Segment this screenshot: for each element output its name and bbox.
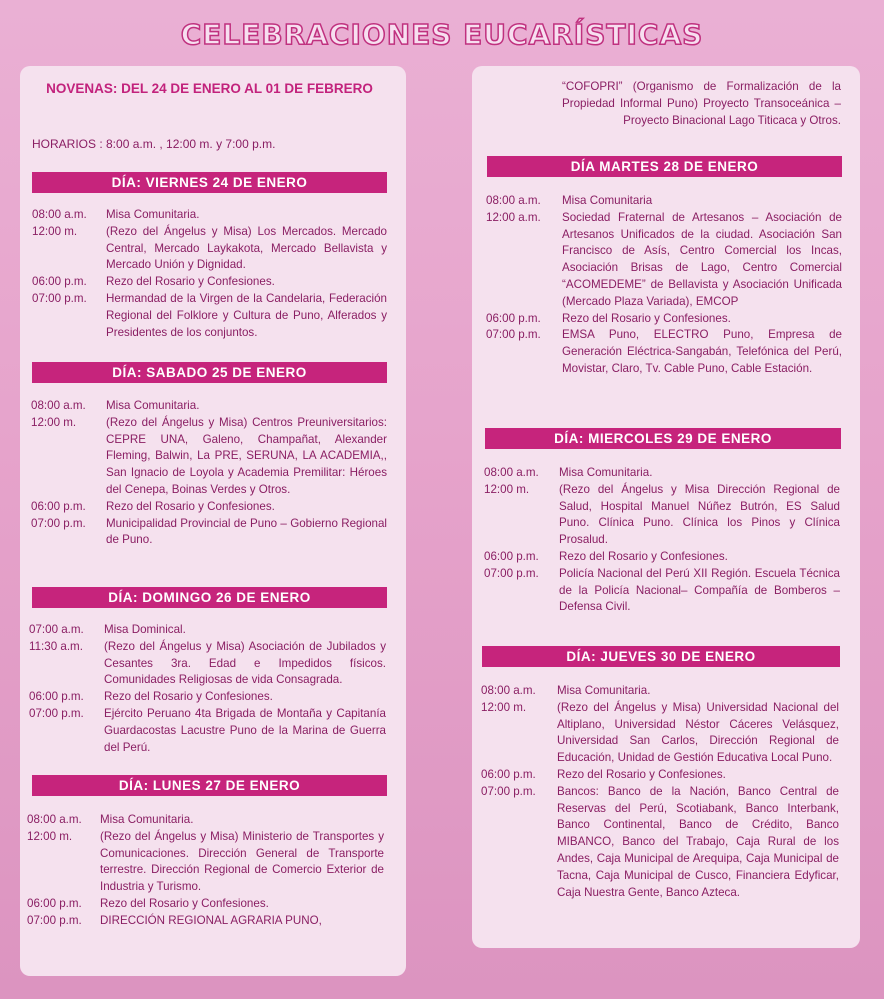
event-row bbox=[29, 639, 386, 689]
event-row bbox=[29, 689, 386, 706]
event-time: 06:00 p.m. bbox=[481, 767, 536, 781]
page-title: CELEBRACIONES EUCARÍSTICAS bbox=[180, 18, 704, 51]
event-time: 08:00 a.m. bbox=[27, 813, 82, 826]
event-time: 12:00 m. bbox=[484, 482, 530, 496]
event-time: 12:00 m. bbox=[481, 700, 527, 714]
event-description: EMSA Puno, ELECTRO Puno, Empresa de Generación Eléctrica-Sangabán, Telefónica del Perú, Movistar, Claro, Tv. Cable Puno, Cable Estación. bbox=[562, 328, 842, 375]
event-row bbox=[484, 465, 840, 482]
day-header-viernes: DÍA: VIERNES 24 DE ENERO bbox=[32, 172, 387, 193]
event-description: (Rezo del Ángelus y Misa) Centros Preuniversitarios: CEPRE UNA, Galeno, Champañat, Alexander Fleming, Balwin, La PRE, SERUNA, LA ACADEMIA,, San Ignacio de Loyola y Academia Premilitar: Héroes del Cenepa, Boinas Verdes y Otros. bbox=[106, 415, 387, 496]
events-lunes bbox=[27, 812, 384, 930]
event-row bbox=[27, 829, 384, 896]
events-viernes bbox=[32, 207, 387, 341]
event-description: (Rezo del Ángelus y Misa) Ministerio de Transportes y Comunicaciones. Dirección General de Transporte terrestre. Dirección Regional de Comercio Exterior de Industria y Turismo. bbox=[100, 829, 384, 894]
event-row bbox=[29, 622, 386, 639]
events-jueves bbox=[481, 683, 839, 901]
event-time: 07:00 p.m. bbox=[29, 706, 84, 720]
event-time: 06:00 p.m. bbox=[484, 549, 539, 563]
event-description: Rezo del Rosario y Confesiones. bbox=[562, 311, 731, 325]
event-time: 07:00 a.m. bbox=[29, 623, 84, 636]
events-domingo bbox=[29, 622, 386, 756]
event-row bbox=[31, 398, 387, 415]
event-description: (Rezo del Ángelus y Misa) Universidad Nacional del Altiplano, Universidad Néstor Cáceres Velásquez, Universidad San Carlos, Dirección Regional de Educación, Unidad de Gestión Educativa Local Puno. bbox=[557, 700, 839, 765]
event-time: 07:00 p.m. bbox=[32, 291, 87, 305]
day-header-domingo: DÍA: DOMINGO 26 DE ENERO bbox=[32, 587, 387, 608]
event-description: Sociedad Fraternal de Artesanos – Asociación de Artesanos Unificados de la ciudad. Asociación San Francisco de Asís, Centro Comercial los Incas, Asociación Brisas de Lago, Centro Comercial “ACOMEDEME” de Bellavista y Asociación Unificada (Mercado Plaza Variada), EMCOP bbox=[562, 210, 842, 308]
event-description: Misa Comunitaria. bbox=[557, 684, 651, 697]
event-description: Misa Comunitaria. bbox=[100, 813, 194, 826]
event-description: Bancos: Banco de la Nación, Banco Central de Reservas del Perú, Scotiabank, Banco Interbank, Banco Continental, Banco de Crédito, Banco MIBANCO, Banco del Trabajo, Caja Rural de los Andes, Caja Municipal de Arequipa, Caja Municipal de Tacna, Caja Municipal de Cusco, Financiera Edyficar, Caja Nuestra Gente, Banco Azteca. bbox=[557, 784, 839, 899]
event-row bbox=[29, 706, 386, 756]
events-miercoles bbox=[484, 465, 840, 616]
day-header-sabado: DÍA: SABADO 25 DE ENERO bbox=[32, 362, 387, 383]
event-description: Municipalidad Provincial de Puno – Gobierno Regional de Puno. bbox=[106, 516, 387, 547]
event-time: 12:00 a.m. bbox=[486, 210, 541, 224]
event-description: DIRECCIÓN REGIONAL AGRARIA PUNO, bbox=[100, 913, 322, 927]
event-time: 06:00 p.m. bbox=[32, 275, 87, 289]
event-time: 06:00 p.m. bbox=[31, 499, 86, 513]
event-row bbox=[481, 767, 839, 784]
event-time: 08:00 a.m. bbox=[486, 194, 541, 207]
events-martes bbox=[486, 193, 842, 378]
event-time: 08:00 a.m. bbox=[484, 466, 539, 479]
event-description: (Rezo del Ángelus y Misa) Asociación de Jubilados y Cesantes 3ra. Edad e Impedidos físicos. Comunidades Religiosas de vida Consagrada. bbox=[104, 639, 386, 687]
event-row bbox=[481, 700, 839, 767]
event-row bbox=[484, 482, 840, 549]
event-time: 06:00 p.m. bbox=[27, 896, 82, 910]
day-header-jueves: DÍA: JUEVES 30 DE ENERO bbox=[482, 646, 840, 667]
event-row bbox=[27, 812, 384, 829]
event-row bbox=[486, 193, 842, 210]
event-row bbox=[484, 549, 840, 566]
event-description: Hermandad de la Virgen de la Candelaria, Federación Regional del Folklore y Cultura de Puno, Alferados y Presidentes de los conjuntos. bbox=[106, 291, 387, 339]
event-row bbox=[486, 311, 842, 328]
event-row bbox=[486, 327, 842, 377]
event-time: 08:00 a.m. bbox=[31, 399, 86, 412]
event-time: 08:00 a.m. bbox=[32, 208, 87, 221]
event-time: 06:00 p.m. bbox=[29, 690, 84, 704]
event-row bbox=[31, 499, 387, 516]
event-time: 11:30 a.m. bbox=[29, 639, 83, 653]
continuation-text: “COFOPRI” (Organismo de Formalización de la Propiedad Informal Puno) Proyecto Transoceánica – Proyecto Binacional Lago Titicaca y Otros. bbox=[562, 80, 841, 127]
event-row bbox=[32, 291, 387, 341]
novenas-heading: NOVENAS: DEL 24 DE ENERO AL 01 DE FEBRERO bbox=[46, 81, 373, 96]
event-row bbox=[486, 210, 842, 311]
events-sabado bbox=[31, 398, 387, 549]
event-description: (Rezo del Ángelus y Misa Dirección Regional de Salud, Hospital Manuel Núñez Butrón, ES Salud Puno. Clínica Puno. Clínica los Pinos y Clínica Prosalud. bbox=[559, 482, 840, 547]
event-time: 07:00 p.m. bbox=[486, 328, 541, 342]
event-time: 12:00 m. bbox=[31, 415, 77, 429]
event-description: Misa Comunitaria. bbox=[106, 208, 200, 221]
day-header-martes: DÍA MARTES 28 DE ENERO bbox=[487, 156, 842, 177]
event-description: Ejército Peruano 4ta Brigada de Montaña y Capitanía Guardacostas Lacustre Puno de la Marina de Guerra del Perú. bbox=[104, 706, 386, 754]
event-description: Rezo del Rosario y Confesiones. bbox=[557, 767, 726, 781]
event-description: Rezo del Rosario y Confesiones. bbox=[106, 499, 275, 513]
event-time: 07:00 p.m. bbox=[31, 516, 86, 530]
event-row bbox=[27, 913, 384, 930]
event-row bbox=[481, 683, 839, 700]
event-time: 07:00 p.m. bbox=[481, 784, 536, 798]
event-row bbox=[27, 896, 384, 913]
day-header-lunes: DÍA: LUNES 27 DE ENERO bbox=[32, 775, 387, 796]
event-row bbox=[31, 516, 387, 550]
event-time: 12:00 m. bbox=[32, 224, 78, 238]
event-description: Misa Comunitaria. bbox=[559, 466, 653, 479]
event-time: 07:00 p.m. bbox=[27, 913, 82, 927]
event-description: Rezo del Rosario y Confesiones. bbox=[106, 275, 275, 289]
event-row bbox=[32, 224, 387, 274]
event-description: Misa Comunitaria bbox=[562, 194, 653, 207]
event-description: Rezo del Rosario y Confesiones. bbox=[104, 690, 273, 704]
event-description: Misa Dominical. bbox=[104, 623, 186, 636]
event-description: Misa Comunitaria. bbox=[106, 399, 200, 412]
event-time: 07:00 p.m. bbox=[484, 566, 539, 580]
event-description: Rezo del Rosario y Confesiones. bbox=[559, 549, 728, 563]
event-time: 06:00 p.m. bbox=[486, 311, 541, 325]
event-row bbox=[31, 415, 387, 499]
event-time: 12:00 m. bbox=[27, 829, 73, 843]
event-row bbox=[484, 566, 840, 616]
event-description: (Rezo del Ángelus y Misa) Los Mercados. Mercado Central, Mercado Laykakota, Mercado Bellavista y Mercado Unión y Dignidad. bbox=[106, 224, 387, 272]
event-row bbox=[32, 274, 387, 291]
day-header-miercoles: DÍA: MIERCOLES 29 DE ENERO bbox=[485, 428, 841, 449]
event-description: Policía Nacional del Perú XII Región. Escuela Técnica de la Policía Nacional– Compañía de Bomberos – Defensa Civil. bbox=[559, 566, 840, 614]
event-description: Rezo del Rosario y Confesiones. bbox=[100, 896, 269, 910]
event-row bbox=[481, 784, 839, 902]
event-row bbox=[32, 207, 387, 224]
horarios-line: HORARIOS : 8:00 a.m. , 12:00 m. y 7:00 p.m. bbox=[32, 137, 276, 151]
event-time: 08:00 a.m. bbox=[481, 684, 536, 697]
